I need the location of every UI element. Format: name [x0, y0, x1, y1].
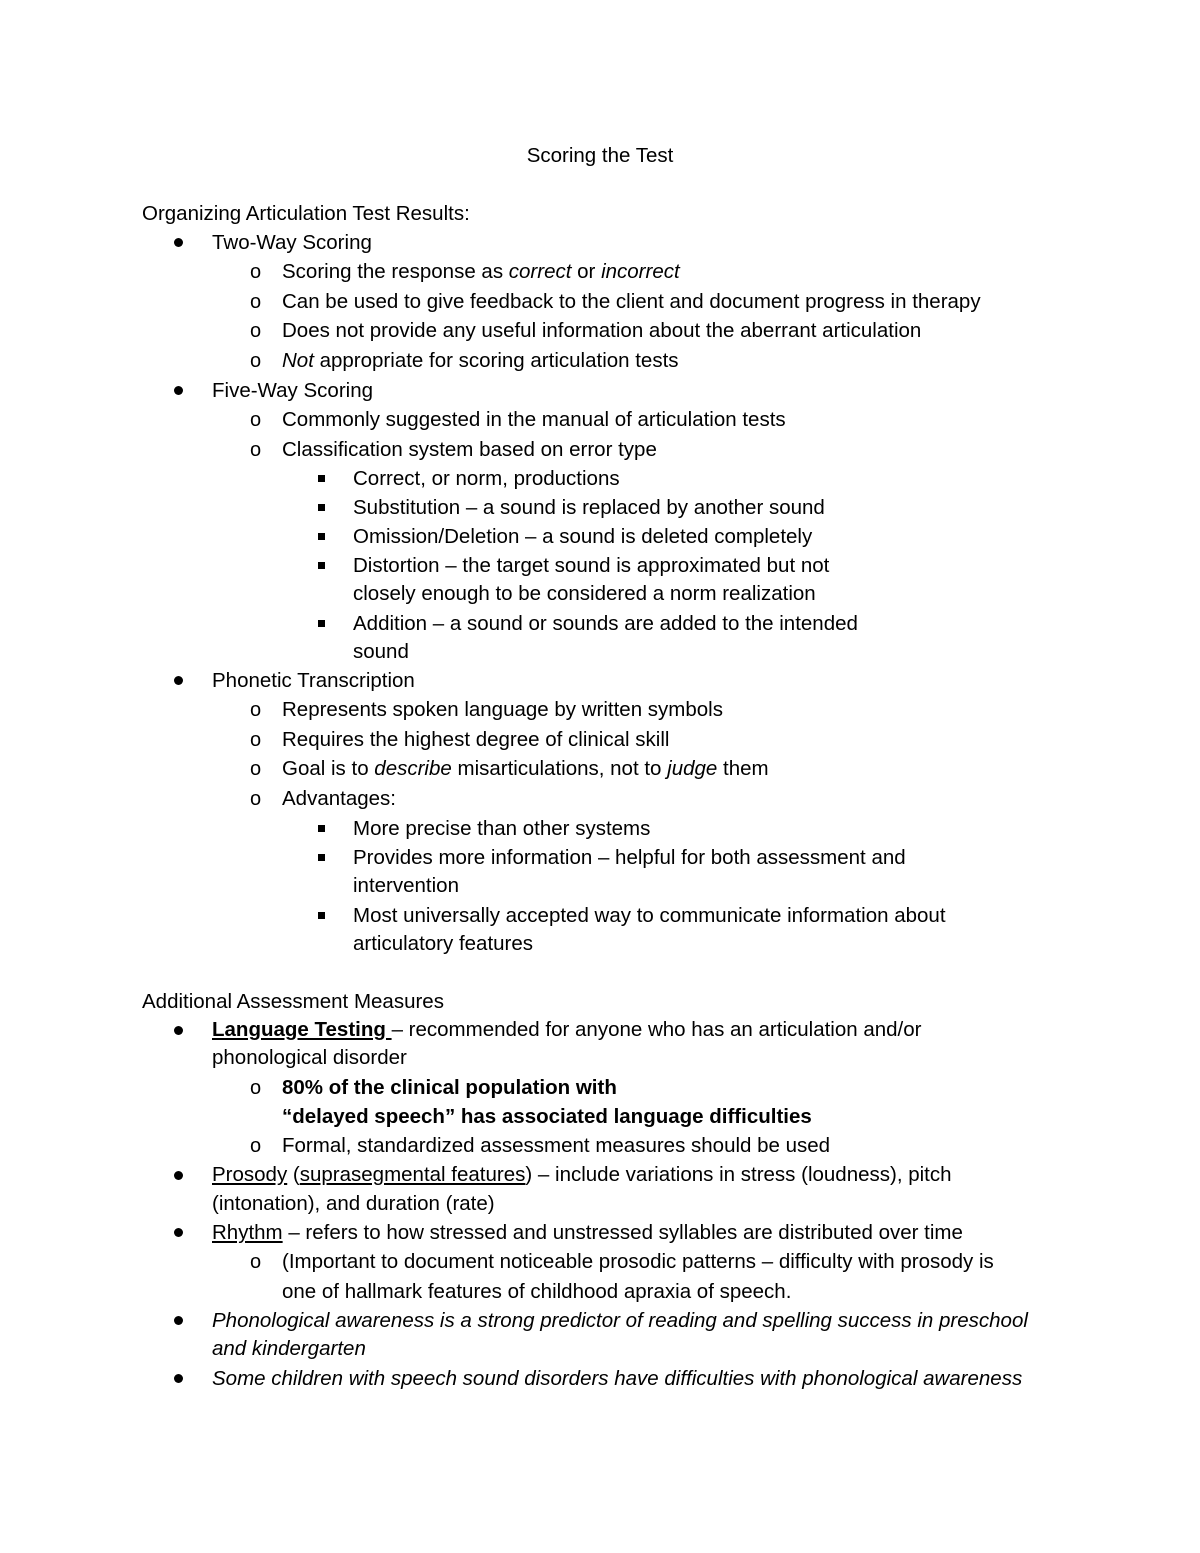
bullet-dot: [174, 1374, 183, 1383]
bullet-dot: [174, 1316, 183, 1325]
rhythm-label: Rhythm: [212, 1221, 283, 1244]
phonetic-item-2: Requires the highest degree of clinical skill: [282, 728, 670, 751]
bullet-dot: [174, 238, 183, 247]
section-heading-organizing: Organizing Articulation Test Results:: [142, 202, 470, 225]
square-bullet: [318, 825, 325, 832]
five-way-item-2: Classification system based on error type: [282, 438, 657, 461]
circle-bullet: o: [250, 758, 262, 780]
prosody-label: Prosody: [212, 1163, 288, 1186]
phonetic-item-4: Advantages:: [282, 787, 396, 810]
error-type-substitution: Substitution – a sound is replaced by another sound: [353, 496, 825, 519]
square-bullet: [318, 854, 325, 861]
two-way-item-2: Can be used to give feedback to the client and document progress in therapy: [282, 290, 981, 313]
error-type-distortion: Distortion – the target sound is approximated but not: [353, 554, 830, 577]
error-type-addition: Addition – a sound or sounds are added to the intended: [353, 612, 858, 635]
error-type-omission: Omission/Deletion – a sound is deleted completely: [353, 525, 813, 548]
suprasegmental-label: suprasegmental features: [299, 1163, 526, 1186]
language-testing-label: Language Testing: [212, 1018, 392, 1041]
language-sub-1-cont: “delayed speech” has associated language difficulties: [282, 1105, 812, 1128]
phonetic-item-1: Represents spoken language by written symbols: [282, 698, 723, 721]
rhythm-sub-cont: one of hallmark features of childhood apraxia of speech.: [282, 1280, 792, 1303]
square-bullet: [318, 475, 325, 482]
prosody-line-cont: (intonation), and duration (rate): [212, 1192, 495, 1215]
circle-bullet: o: [250, 350, 262, 372]
error-type-addition-cont: sound: [353, 640, 409, 663]
rhythm-line: Rhythm – refers to how stressed and unstressed syllables are distributed over time: [212, 1221, 963, 1244]
section-heading-additional: Additional Assessment Measures: [142, 990, 444, 1013]
bullet-dot: [174, 1171, 183, 1180]
error-type-distortion-cont: closely enough to be considered a norm realization: [353, 582, 816, 605]
circle-bullet: o: [250, 1251, 262, 1273]
two-way-item-3: Does not provide any useful information about the aberrant articulation: [282, 319, 922, 342]
bullet-dot: [174, 1228, 183, 1237]
two-way-item-4: Not appropriate for scoring articulation tests: [282, 349, 679, 372]
five-way-scoring-label: Five-Way Scoring: [212, 379, 373, 402]
circle-bullet: o: [250, 788, 262, 810]
prosody-line: Prosody (suprasegmental features) – include variations in stress (loudness), pitch: [212, 1163, 952, 1186]
five-way-item-1: Commonly suggested in the manual of articulation tests: [282, 408, 786, 431]
bullet-dot: [174, 386, 183, 395]
two-way-item-1: Scoring the response as correct or incorrect: [282, 260, 680, 283]
phonetic-item-3: Goal is to describe misarticulations, not to judge them: [282, 757, 769, 780]
rhythm-sub: (Important to document noticeable prosodic patterns – difficulty with prosody is: [282, 1250, 994, 1273]
bullet-dot: [174, 676, 183, 685]
advantage-2-cont: intervention: [353, 874, 459, 897]
phonological-awareness-note-cont: and kindergarten: [212, 1337, 366, 1360]
two-way-scoring-label: Two-Way Scoring: [212, 231, 372, 254]
circle-bullet: o: [250, 729, 262, 751]
square-bullet: [318, 533, 325, 540]
phonological-awareness-note: Phonological awareness is a strong predictor of reading and spelling success in preschool: [212, 1309, 1028, 1332]
circle-bullet: o: [250, 699, 262, 721]
square-bullet: [318, 504, 325, 511]
circle-bullet: o: [250, 261, 262, 283]
bullet-dot: [174, 1026, 183, 1035]
advantage-2: Provides more information – helpful for both assessment and: [353, 846, 906, 869]
square-bullet: [318, 912, 325, 919]
language-testing-line: Language Testing – recommended for anyone who has an articulation and/or: [212, 1018, 922, 1041]
circle-bullet: o: [250, 1077, 262, 1099]
advantage-1: More precise than other systems: [353, 817, 651, 840]
advantage-3-cont: articulatory features: [353, 932, 534, 955]
circle-bullet: o: [250, 439, 262, 461]
speech-sound-disorders-note: Some children with speech sound disorders have difficulties with phonological awareness: [212, 1367, 1023, 1390]
language-testing-line-cont: phonological disorder: [212, 1046, 407, 1069]
phonetic-transcription-label: Phonetic Transcription: [212, 669, 415, 692]
circle-bullet: o: [250, 1135, 262, 1157]
language-sub-1: 80% of the clinical population with: [282, 1076, 617, 1099]
error-type-correct: Correct, or norm, productions: [353, 467, 620, 490]
square-bullet: [318, 562, 325, 569]
advantage-3: Most universally accepted way to communicate information about: [353, 904, 946, 927]
circle-bullet: o: [250, 320, 262, 342]
circle-bullet: o: [250, 291, 262, 313]
language-sub-2: Formal, standardized assessment measures should be used: [282, 1134, 831, 1157]
page-title: Scoring the Test: [526, 144, 674, 167]
square-bullet: [318, 620, 325, 627]
circle-bullet: o: [250, 409, 262, 431]
